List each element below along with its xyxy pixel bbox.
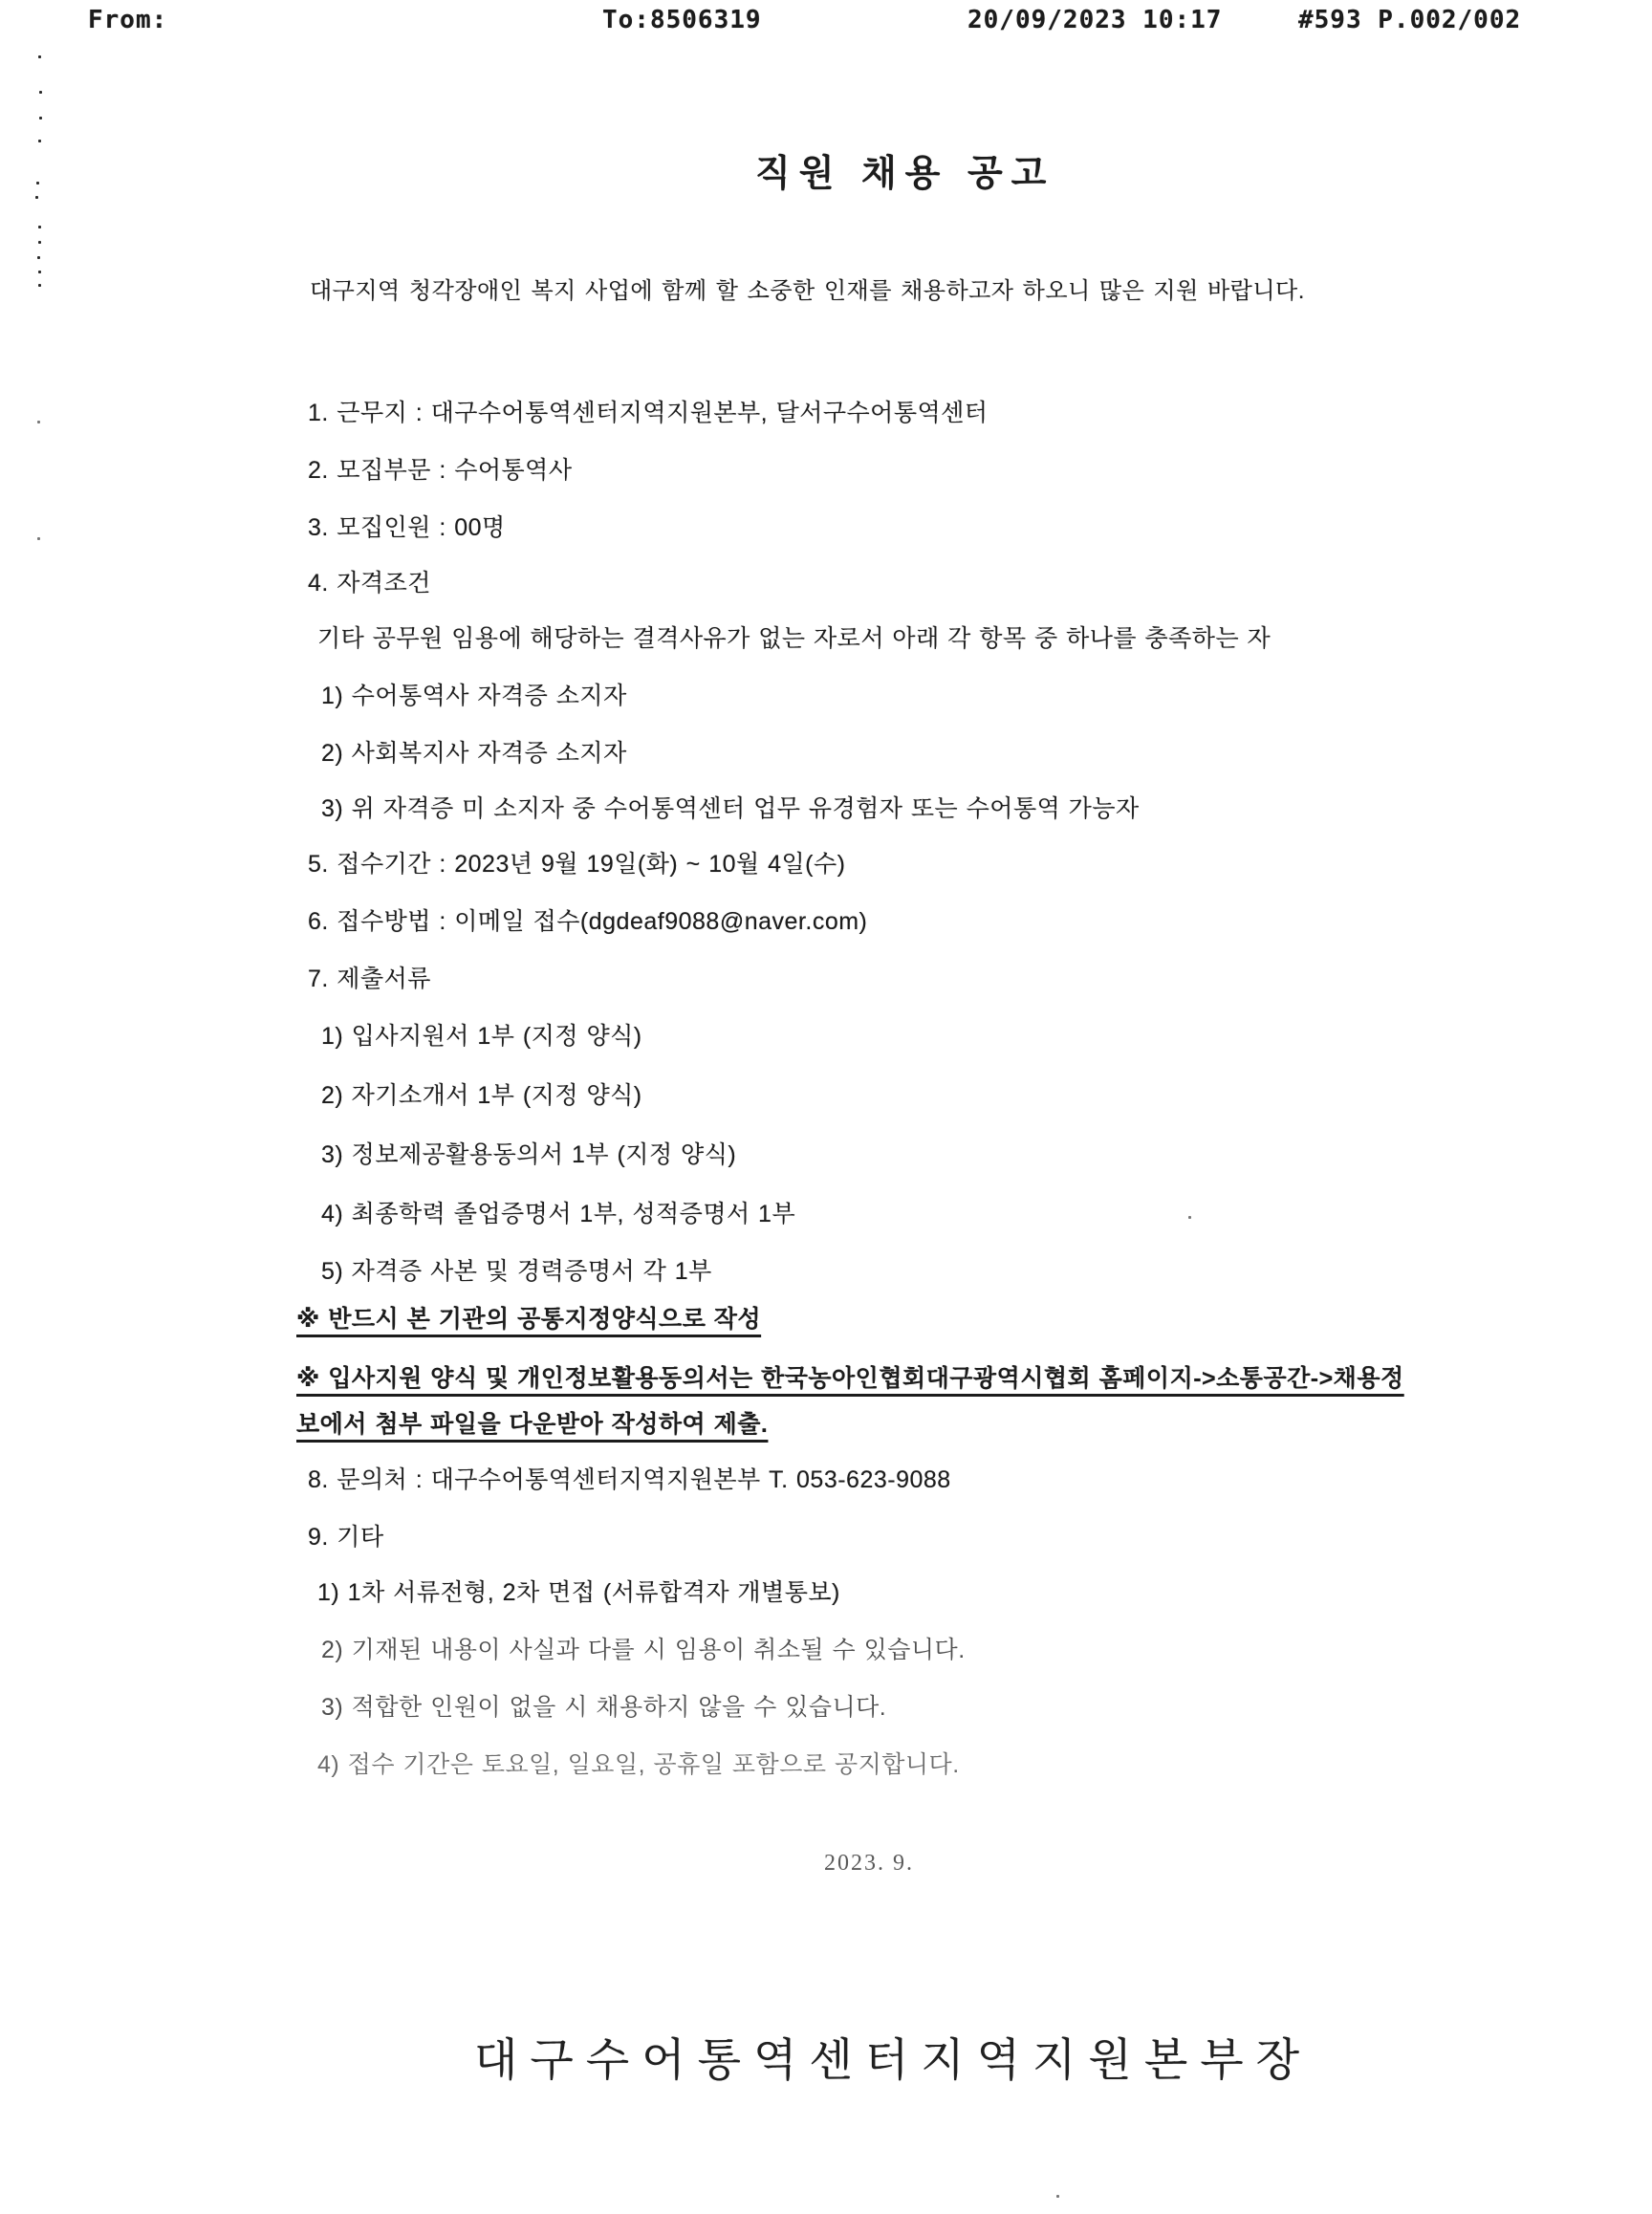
- document-line: 기타 공무원 임용에 해당하는 결격사유가 없는 자로서 아래 각 항목 중 하나를 충족하는 자: [317, 625, 1272, 652]
- document-line: 4) 접수 기간은 토요일, 일요일, 공휴일 포함으로 공지합니다.: [317, 1751, 960, 1778]
- page-title: 직원 채용 공고: [755, 154, 1055, 194]
- document-line: 2) 기재된 내용이 사실과 다를 시 임용이 취소될 수 있습니다.: [321, 1637, 966, 1663]
- document-line: 보에서 첨부 파일을 다운받아 작성하여 제출.: [296, 1411, 769, 1438]
- scan-artifact: [36, 182, 39, 184]
- document-line: 4. 자격조건: [308, 570, 431, 597]
- document-line: 1) 수어통역사 자격증 소지자: [321, 683, 627, 709]
- document-line: 2) 사회복지사 자격증 소지자: [321, 740, 627, 767]
- scan-artifact: [1056, 2195, 1059, 2198]
- scan-artifact: [37, 256, 40, 259]
- scan-artifact: [37, 421, 40, 423]
- document-line: 2) 자기소개서 1부 (지정 양식): [321, 1082, 642, 1109]
- document-date: 2023. 9.: [824, 1851, 914, 1876]
- document-line: 3. 모집인원 : 00명: [308, 514, 506, 541]
- document-line: 9. 기타: [308, 1524, 384, 1551]
- document-line: 1) 1차 서류전형, 2차 면접 (서류합격자 개별통보): [317, 1579, 840, 1606]
- scan-artifact: [38, 271, 41, 273]
- scan-artifact: [38, 140, 41, 142]
- scan-artifact: [38, 284, 41, 287]
- document-line: 8. 문의처 : 대구수어통역센터지역지원본부 T. 053-623-9088: [308, 1466, 951, 1493]
- document-line: 3) 적합한 인원이 없을 시 채용하지 않을 수 있습니다.: [321, 1694, 887, 1721]
- document-line: 5. 접수기간 : 2023년 9월 19일(화) ~ 10월 4일(수): [308, 851, 846, 878]
- document-line: ※ 반드시 본 기관의 공통지정양식으로 작성: [296, 1306, 762, 1333]
- scan-artifact: [35, 196, 38, 199]
- document-line: 5) 자격증 사본 및 경력증명서 각 1부: [321, 1258, 712, 1285]
- scan-artifact: [38, 226, 41, 228]
- fax-from-label: From:: [88, 6, 168, 34]
- document-line: 7. 제출서류: [308, 966, 431, 992]
- document-line: 6. 접수방법 : 이메일 접수(dgdeaf9088@naver.com): [308, 908, 868, 935]
- scan-artifact: [39, 117, 42, 119]
- document-line: ※ 입사지원 양식 및 개인정보활용동의서는 한국농아인협회대구광역시협회 홈페이지->소통공간->채용정: [296, 1365, 1404, 1392]
- fax-to-number: To:8506319: [602, 6, 762, 34]
- document-line: 3) 정보제공활용동의서 1부 (지정 양식): [321, 1141, 737, 1168]
- document-line: 1) 입사지원서 1부 (지정 양식): [321, 1023, 642, 1050]
- scan-artifact: [38, 55, 41, 58]
- document-line: 1. 근무지 : 대구수어통역센터지역지원본부, 달서구수어통역센터: [308, 400, 989, 426]
- document-line: 4) 최종학력 졸업증명서 1부, 성적증명서 1부: [321, 1201, 796, 1227]
- fax-page-counter: #593 P.002/002: [1298, 6, 1522, 34]
- signature-line: 대구수어통역센터지역지원본부장: [474, 2036, 1313, 2086]
- fax-datetime: 20/09/2023 10:17: [967, 6, 1223, 34]
- scan-artifact: [38, 241, 41, 244]
- intro-paragraph: 대구지역 청각장애인 복지 사업에 함께 할 소중한 인재를 채용하고자 하오니 많은 지원 바랍니다.: [310, 278, 1305, 304]
- scan-artifact: [39, 91, 42, 94]
- document-line: 3) 위 자격증 미 소지자 중 수어통역센터 업무 유경험자 또는 수어통역 가능자: [321, 795, 1140, 822]
- scan-artifact: [37, 537, 40, 540]
- scan-artifact: [1188, 1216, 1191, 1219]
- document-line: 2. 모집부문 : 수어통역사: [308, 457, 573, 484]
